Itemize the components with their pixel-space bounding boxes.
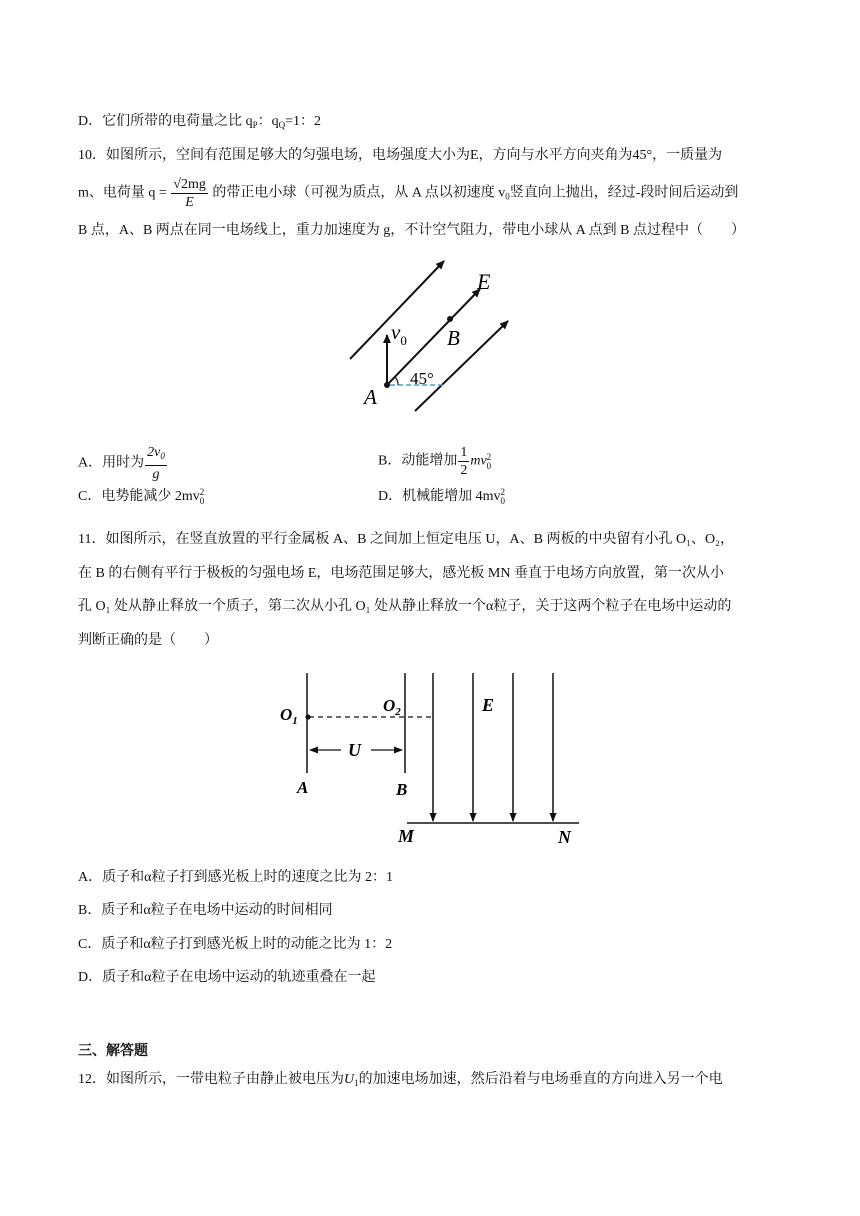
q11-stem-line2: 在 B 的右侧有平行于极板的匀强电场 E，电场范围足够大，感光板 MN 垂直于电场方向放置，第一次从小 — [78, 566, 724, 581]
q11-stem-line3: 孔 O₁ 处从静止释放一个质子，第二次从小孔 O₁ 处从静止释放一个α粒子，关于这两个粒子在电场中运动的 — [78, 599, 732, 614]
point-a — [384, 382, 390, 388]
label-angle: 45° — [410, 369, 434, 388]
q10-option-c: C．电势能减少 2mv 2 0 — [78, 487, 205, 506]
q11-stem-line4: 判断正确的是（ ） — [78, 633, 218, 648]
q10-option-a: A．用时为 $\frac{2v_0}{g}$ — [78, 445, 165, 482]
label-o1: $O_1$ — [280, 705, 298, 727]
label-e: E — [482, 695, 495, 715]
label-e: E — [477, 269, 491, 294]
q10-stem-line1: 10．如图所示，空间有范围足够大的匀强电场，电场强度大小为E，方向与水平方向夹角为45°，一质量为 — [78, 148, 723, 163]
q11-option-c: C．质子和α粒子打到感光板上时的动能之比为 1：2 — [78, 937, 393, 952]
q11-stem-line1: 11．如图所示，在竖直放置的平行金属板 A、B 之间加上恒定电压 U，A、B 两板的中央留有小孔 O₁、O₂， — [78, 532, 734, 547]
q11-option-b: B．质子和α粒子在电场中运动的时间相同 — [78, 903, 333, 918]
label-b: B — [396, 780, 408, 799]
label-v0: $v_0$ — [391, 320, 407, 348]
q11-accelerator-diagram — [275, 665, 605, 855]
label-a: A — [297, 778, 309, 797]
label-a: A — [364, 385, 377, 409]
point-b — [447, 316, 453, 322]
q10-field-diagram — [340, 255, 540, 415]
label-o2: $O_2$ — [383, 696, 401, 718]
label-b: B — [447, 326, 460, 350]
angle-arc — [395, 377, 398, 385]
q11-option-a: A．质子和α粒子打到感光板上时的速度之比为 2：1 — [78, 870, 393, 885]
q10-stem-line2: m、电荷量 q = $\frac{√2mg}{E}$ 的带正电小球（可视为质点，从 A 点以初速度 $v_0$竖直向上抛出，经过-段时间后运动到 — [78, 177, 739, 210]
charge-fraction: $\frac{√2mg}{E}$ — [173, 177, 206, 210]
q11-option-d: D．质子和α粒子在电场中运动的轨迹重叠在一起 — [78, 970, 376, 985]
point-o1 — [305, 714, 310, 719]
section-heading: 三、解答题 — [78, 1044, 148, 1059]
q9-option-d: D．它们所带的电荷量之比 $q_P$：$q_Q=1$：2 — [78, 114, 322, 130]
field-line-right — [415, 321, 508, 411]
q12-stem-line1: 12．如图所示，一带电粒子由静止被电压为$U_1$的加速电场加速，然后沿着与电场垂直的方向进入另一个电 — [78, 1072, 723, 1088]
field-line-left — [350, 261, 444, 359]
label-u: U — [348, 740, 361, 760]
label-m: M — [398, 826, 415, 846]
q10-option-b: B．动能增加 $\frac{1}{2}$ mv 2 0 — [378, 445, 492, 478]
q10-option-d: D．机械能增加 4mv 2 0 — [378, 487, 505, 506]
label-n: N — [558, 827, 571, 847]
q10-stem-line3: B 点，A、B 两点在同一电场线上，重力加速度为 g，不计空气阻力，带电小球从 A 点到 B 点过程中（ ） — [78, 223, 745, 238]
